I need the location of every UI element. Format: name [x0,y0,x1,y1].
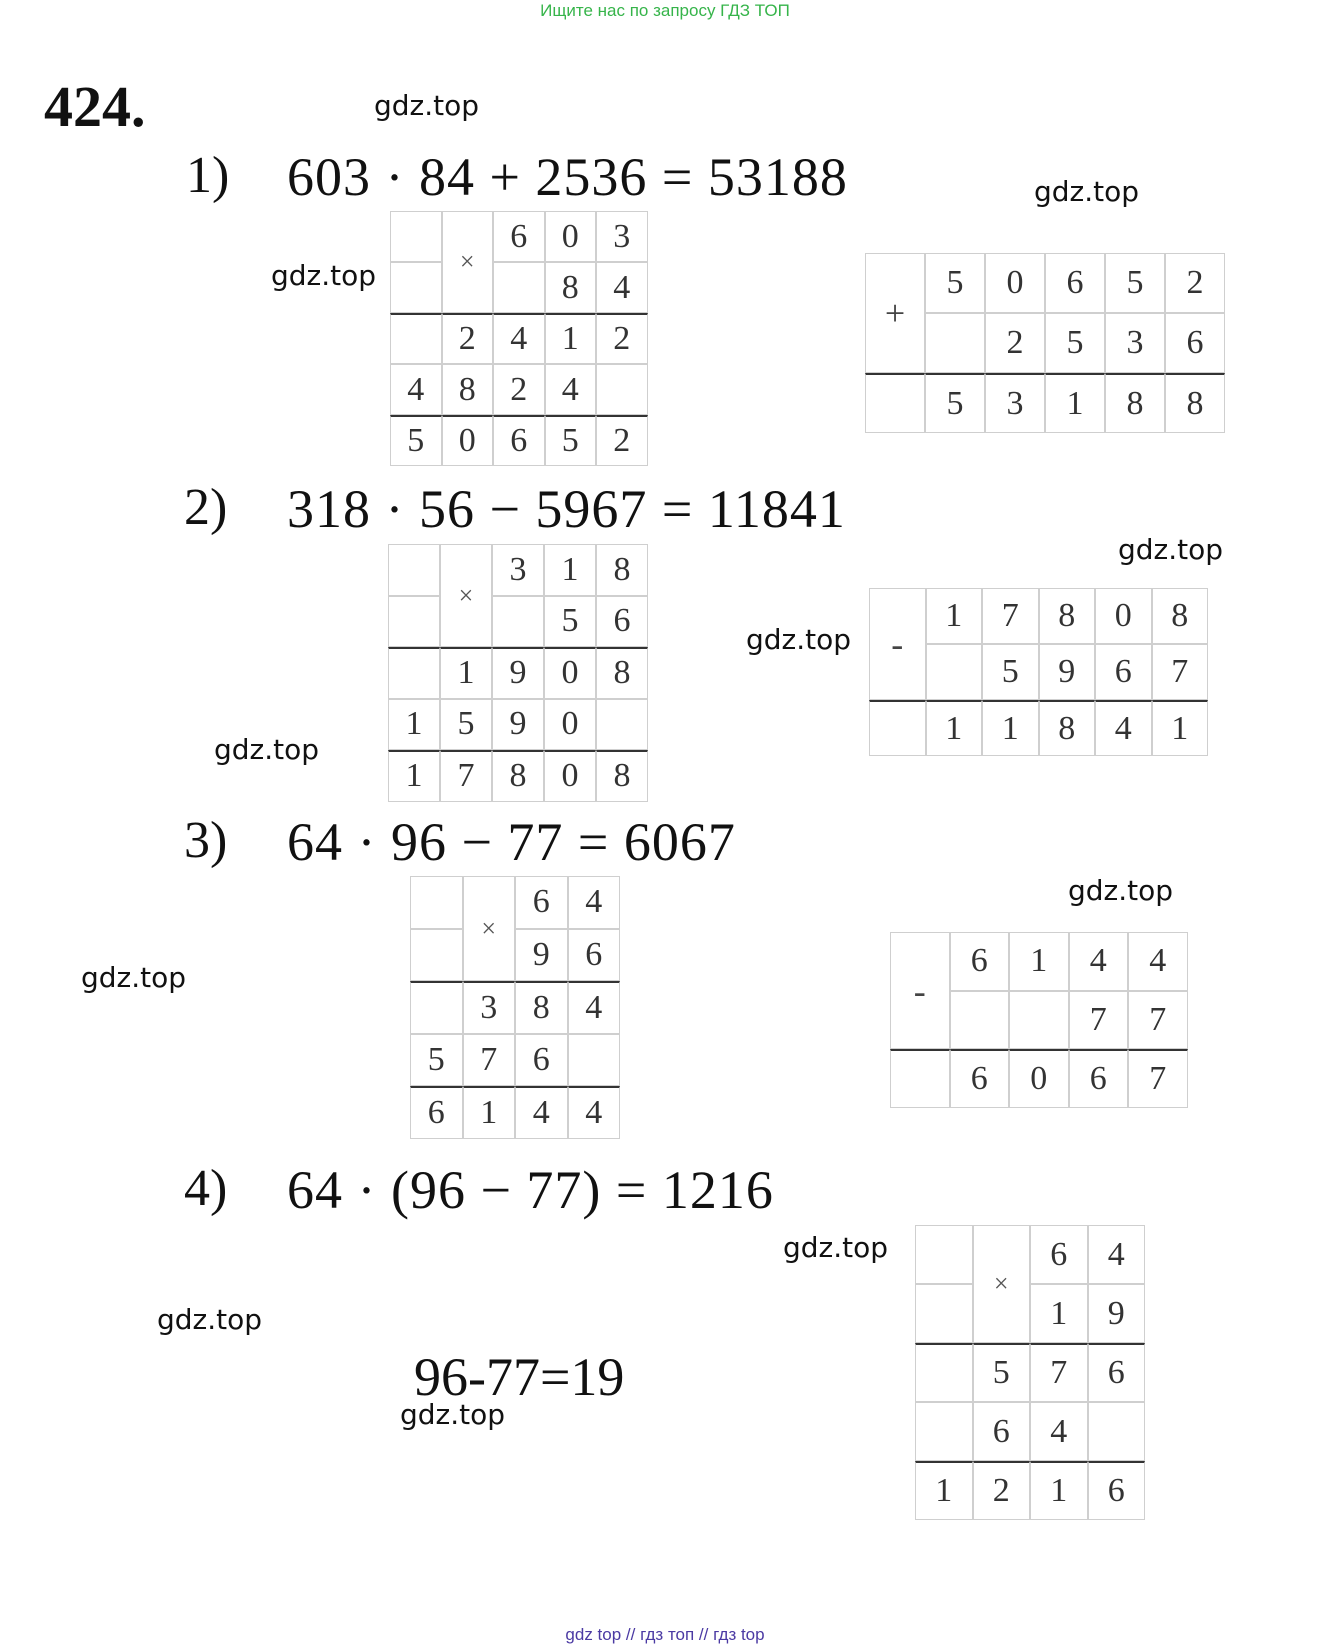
digit-cell: 1 [440,647,492,699]
digit-cell: 4 [596,262,648,313]
operator-sign: × [463,876,516,981]
operator-sign: - [869,588,926,700]
digit-cell: 9 [1088,1284,1146,1343]
digit-cell: 1 [388,750,440,802]
empty-cell [568,1034,621,1087]
watermark: gdz.top [746,623,852,656]
digit-cell: 5 [982,644,1039,700]
digit-cell: 8 [545,262,597,313]
empty-cell [493,262,545,313]
digit-cell: 6 [1030,1225,1088,1284]
multiplication-table [390,211,648,466]
digit-cell: 7 [1128,991,1188,1050]
digit-cell: 0 [544,647,596,699]
operator-sign: + [865,253,925,373]
digit-cell: 1 [1009,932,1069,991]
digit-cell: 0 [545,211,597,262]
digit-cell: 2 [1165,253,1225,313]
digit-cell: 1 [982,700,1039,756]
digit-cell: 3 [985,373,1045,433]
watermark: gdz.top [400,1398,506,1431]
subtraction-table [890,932,1188,1108]
digit-cell: 5 [545,415,597,466]
digit-cell: 8 [596,544,648,596]
empty-cell [410,876,463,929]
operator-sign: - [890,932,950,1049]
digit-cell: 2 [596,415,648,466]
digit-cell: 6 [973,1402,1031,1461]
digit-cell: 4 [1128,932,1188,991]
empty-cell [869,700,926,756]
digit-cell: 3 [463,981,516,1034]
equation: 603 · 84 + 2536 = 53188 [287,147,848,207]
digit-cell: 6 [950,1049,1010,1108]
equation: 318 · 56 − 5967 = 11841 [287,479,846,539]
digit-cell: 8 [442,364,494,415]
digit-cell: 3 [596,211,648,262]
empty-cell [596,364,648,415]
watermark: gdz.top [374,89,480,122]
empty-cell [388,596,440,648]
digit-cell: 9 [492,647,544,699]
multiplication-table [915,1225,1145,1520]
digit-cell: 1 [1152,700,1209,756]
digit-cell: 9 [492,699,544,751]
item-label: 4) [184,1160,228,1217]
digit-cell: 8 [1152,588,1209,644]
empty-cell [865,373,925,433]
empty-cell [388,544,440,596]
digit-cell: 6 [568,929,621,982]
digit-cell: 5 [544,596,596,648]
empty-cell [1009,991,1069,1050]
digit-cell: 4 [390,364,442,415]
empty-cell [388,647,440,699]
side-note: 96-77=19 [414,1347,625,1407]
digit-cell: 4 [515,1086,568,1139]
digit-cell: 4 [493,313,545,364]
digit-cell: 2 [973,1461,1031,1520]
footer-links: gdz top // гдз топ // гдз top [565,1625,765,1644]
empty-cell [915,1343,973,1402]
digit-cell: 6 [493,211,545,262]
digit-cell: 6 [596,596,648,648]
digit-cell: 4 [545,364,597,415]
multiplication-table [410,876,620,1139]
digit-cell: 0 [544,699,596,751]
digit-cell: 6 [1095,644,1152,700]
digit-cell: 1 [926,588,983,644]
digit-cell: 6 [1165,313,1225,373]
digit-cell: 3 [1105,313,1165,373]
digit-cell: 6 [493,415,545,466]
item-label: 3) [184,812,228,869]
empty-cell [915,1402,973,1461]
digit-cell: 4 [1069,932,1129,991]
digit-cell: 7 [1128,1049,1188,1108]
top-banner: Ищите нас по запросу ГДЗ ТОП [540,1,790,20]
digit-cell: 4 [568,1086,621,1139]
subtraction-table [869,588,1208,756]
digit-cell: 0 [1095,588,1152,644]
item-label: 1) [186,147,230,204]
digit-cell: 1 [926,700,983,756]
operator-sign: × [440,544,492,647]
empty-cell [890,1049,950,1108]
digit-cell: 5 [410,1034,463,1087]
digit-cell: 6 [950,932,1010,991]
problem-number: 424. [44,74,146,139]
digit-cell: 0 [1009,1049,1069,1108]
digit-cell: 8 [1039,588,1096,644]
digit-cell: 1 [545,313,597,364]
watermark: gdz.top [1068,874,1174,907]
digit-cell: 5 [390,415,442,466]
digit-cell: 6 [1088,1343,1146,1402]
digit-cell: 9 [1039,644,1096,700]
digit-cell: 8 [596,750,648,802]
digit-cell: 7 [1030,1343,1088,1402]
digit-cell: 2 [596,313,648,364]
operator-sign: × [973,1225,1031,1343]
digit-cell: 5 [973,1343,1031,1402]
operator-sign: × [442,211,494,313]
watermark: gdz.top [1034,175,1140,208]
digit-cell: 7 [982,588,1039,644]
digit-cell: 3 [492,544,544,596]
digit-cell: 6 [515,1034,568,1087]
watermark: gdz.top [271,259,377,292]
multiplication-table [388,544,648,802]
digit-cell: 4 [568,981,621,1034]
watermark: gdz.top [157,1303,263,1336]
digit-cell: 9 [515,929,568,982]
digit-cell: 2 [985,313,1045,373]
equation: 64 · (96 − 77) = 1216 [287,1160,774,1220]
empty-cell [390,313,442,364]
empty-cell [926,644,983,700]
addition-table [865,253,1225,433]
equation: 64 · 96 − 77 = 6067 [287,812,736,872]
empty-cell [596,699,648,751]
digit-cell: 0 [442,415,494,466]
watermark: gdz.top [81,961,187,994]
digit-cell: 1 [1030,1461,1088,1520]
digit-cell: 6 [1088,1461,1146,1520]
digit-cell: 1 [915,1461,973,1520]
digit-cell: 0 [544,750,596,802]
digit-cell: 6 [1045,253,1105,313]
digit-cell: 5 [925,253,985,313]
digit-cell: 6 [410,1086,463,1139]
digit-cell: 4 [1030,1402,1088,1461]
digit-cell: 5 [925,373,985,433]
item-label: 2) [184,479,228,536]
empty-cell [390,211,442,262]
digit-cell: 4 [1088,1225,1146,1284]
digit-cell: 6 [1069,1049,1129,1108]
digit-cell: 1 [544,544,596,596]
digit-cell: 8 [1165,373,1225,433]
empty-cell [410,929,463,982]
digit-cell: 5 [440,699,492,751]
empty-cell [950,991,1010,1050]
digit-cell: 4 [568,876,621,929]
watermark: gdz.top [783,1231,889,1264]
digit-cell: 1 [463,1086,516,1139]
digit-cell: 5 [1045,313,1105,373]
empty-cell [492,596,544,648]
digit-cell: 2 [442,313,494,364]
empty-cell [1088,1402,1146,1461]
digit-cell: 5 [1105,253,1165,313]
digit-cell: 7 [440,750,492,802]
empty-cell [410,981,463,1034]
digit-cell: 2 [493,364,545,415]
watermark: gdz.top [214,733,320,766]
digit-cell: 1 [388,699,440,751]
digit-cell: 7 [1069,991,1129,1050]
digit-cell: 8 [1039,700,1096,756]
digit-cell: 0 [985,253,1045,313]
digit-cell: 8 [596,647,648,699]
digit-cell: 7 [1152,644,1209,700]
empty-cell [915,1284,973,1343]
empty-cell [925,313,985,373]
empty-cell [915,1225,973,1284]
empty-cell [390,262,442,313]
digit-cell: 7 [463,1034,516,1087]
digit-cell: 6 [515,876,568,929]
digit-cell: 4 [1095,700,1152,756]
digit-cell: 1 [1045,373,1105,433]
digit-cell: 8 [1105,373,1165,433]
digit-cell: 8 [515,981,568,1034]
watermark: gdz.top [1118,533,1224,566]
digit-cell: 1 [1030,1284,1088,1343]
digit-cell: 8 [492,750,544,802]
